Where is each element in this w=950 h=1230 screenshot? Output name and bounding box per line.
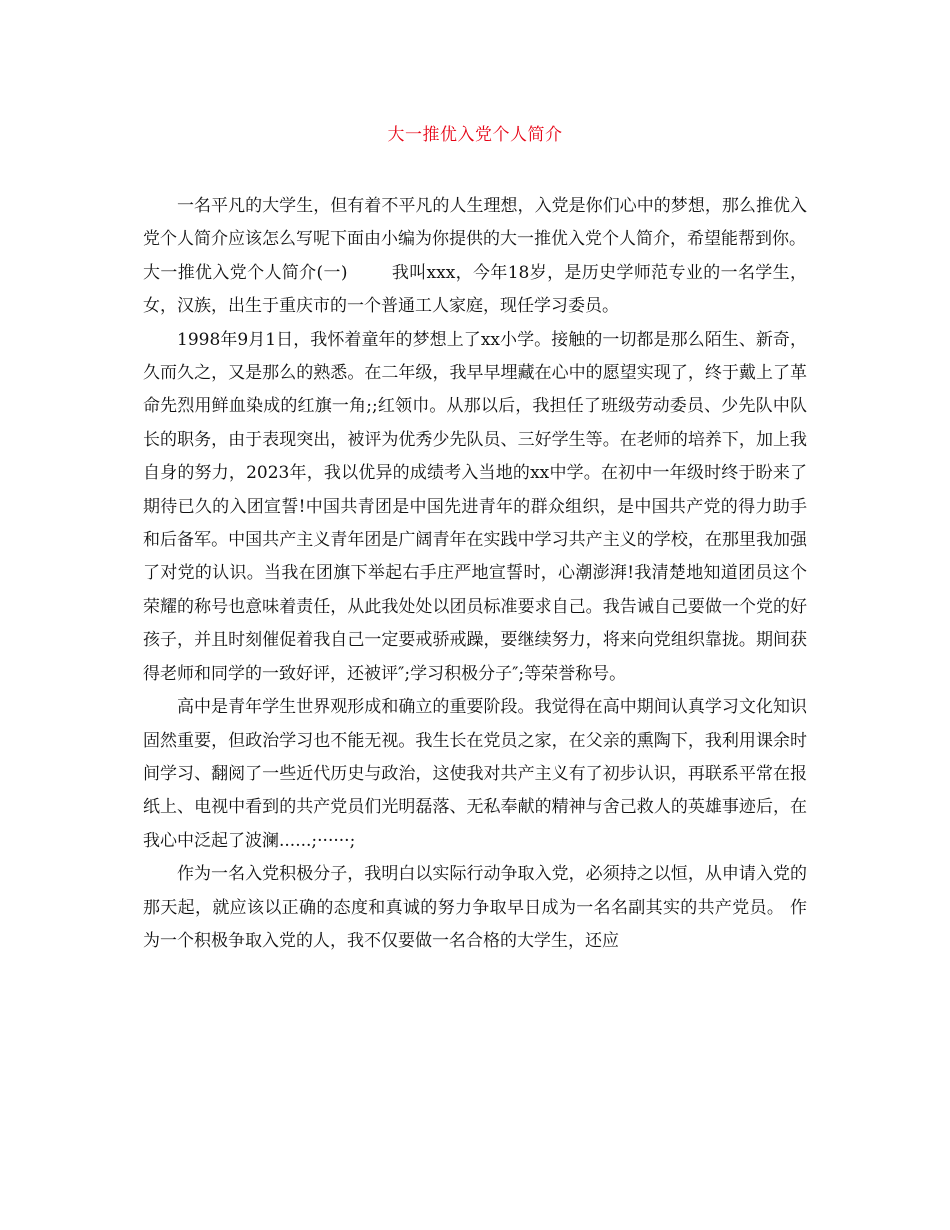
document-body xyxy=(143,190,807,958)
intro-paragraph: 一名平凡的大学生，但有着不平凡的人生理想，入党是你们心中的梦想，那么推优入党个人简介应该怎么写呢下面由小编为你提供的大一推优入党个人简介，希望能帮到你。 xyxy=(143,196,807,250)
section-first-text: 我叫xxx，今年18岁，是历史学师范专业的一名学生，女，汉族，出生于重庆市的一个普通工人家庭，现任学习委员。 xyxy=(143,262,807,317)
body-paragraph: 作为一名入党积极分子，我明白以实际行动争取入党，必须持之以恒，从申请入党的那天起，就应该以正确的态度和真诚的努力争取早日成为一名名副其实的共产党员。 作为一个积极争取入党的人，我不仅要做一名合格的大学生，还应 xyxy=(143,864,807,951)
page-title: 大一推优入党个人简介 xyxy=(387,125,563,145)
body-paragraph: 高中是青年学生世界观形成和确立的重要阶段。我觉得在高中期间认真学习文化知识固然重要，但政治学习也不能无视。我生长在党员之家，在父亲的熏陶下，我利用课余时间学习、翻阅了一些近代历史与政治，这使我对共产主义有了初步认识，再联系平常在报纸上、电视中看到的共产党员们光明磊落、无私奉献的精神与舍己救人的英雄事迹后，在我心中泛起了波澜......;······; xyxy=(143,697,807,851)
section-first-paragraph xyxy=(143,257,807,324)
body-paragraph: 1998年9月1日，我怀着童年的梦想上了xx小学。接触的一切都是那么陌生、新奇，久而久之，又是那么的熟悉。在二年级，我早早埋藏在心中的愿望实现了，终于戴上了革命先烈用鲜血染成的红旗一角;;红领巾。从那以后，我担任了班级劳动委员、少先队中队长的职务，由于表现突出，被评为优秀少先队员、三好学生等。在老师的培养下，加上我自身的努力，2023年，我以优异的成绩考入当地的xx中学。在初中一年级时终于盼来了期待已久的入团宣誓!中国共青团是中国先进青年的群众组织，是中国共产党的得力助手和后备军。中国共产主义青年团是广阔青年在实践中学习共产主义的学校，在那里我加强了对党的认识。当我在团旗下举起右手庄严地宣誓时，心潮澎湃!我清楚地知道团员这个荣耀的称号也意味着责任，从此我处处以团员标准要求自己。我告诫自己要做一个党的好孩子，并且时刻催促着我自己一定要戒骄戒躁，要继续努力，将来向党组织靠拢。期间获得老师和同学的一致好评，还被评″;学习积极分子″;等荣誉称号。 xyxy=(143,329,807,684)
section-heading: 大一推优入党个人简介(一) xyxy=(143,262,348,283)
